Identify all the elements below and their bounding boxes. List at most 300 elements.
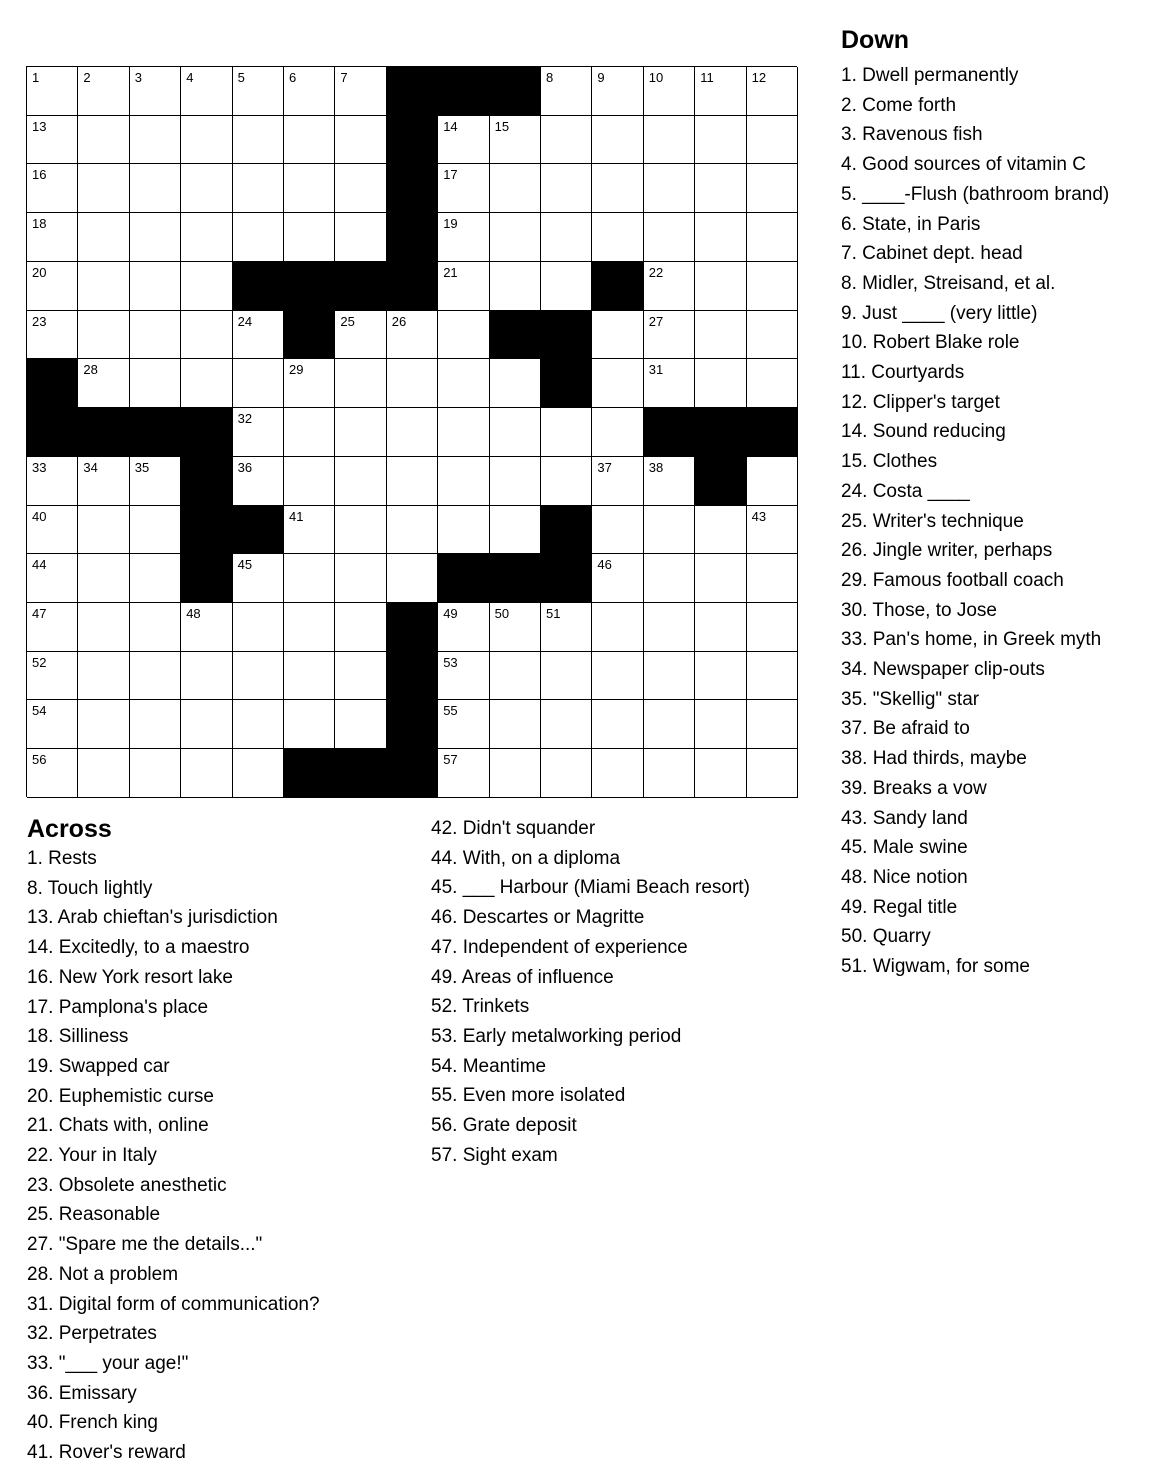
cell-number: 43 (751, 508, 767, 524)
grid-cell[interactable] (747, 652, 798, 701)
grid-cell[interactable] (78, 554, 129, 603)
grid-cell[interactable] (747, 67, 798, 116)
grid-cell[interactable] (335, 164, 386, 213)
grid-cell[interactable] (233, 311, 284, 360)
grid-cell[interactable] (490, 603, 541, 652)
across-clue: 18. Silliness (27, 1026, 129, 1048)
grid-cell[interactable] (130, 116, 181, 165)
cell-number: 23 (32, 313, 47, 329)
across-clue: 56. Grate deposit (431, 1115, 577, 1137)
grid-cell[interactable] (233, 213, 284, 262)
grid-cell[interactable] (181, 700, 232, 749)
grid-block (695, 457, 746, 506)
grid-cell[interactable] (747, 603, 798, 652)
grid-cell[interactable] (541, 749, 592, 798)
down-clue: 11. Courtyards (841, 362, 965, 384)
grid-cell[interactable] (27, 700, 78, 749)
grid-block (181, 554, 232, 603)
grid-cell[interactable] (438, 700, 489, 749)
grid-cell[interactable] (130, 311, 181, 360)
down-clue: 8. Midler, Streisand, et al. (841, 272, 1056, 294)
down-clue: 1. Dwell permanently (841, 65, 1019, 86)
across-clue: 41. Rover's reward (27, 1442, 186, 1464)
grid-cell[interactable] (78, 311, 129, 360)
grid-cell[interactable] (490, 164, 541, 213)
grid-block (438, 554, 489, 603)
grid-block (233, 506, 284, 555)
across-clue-list-left (27, 844, 320, 1468)
grid-cell[interactable] (335, 213, 386, 262)
grid-cell[interactable] (335, 408, 386, 457)
grid-cell[interactable] (130, 213, 181, 262)
down-clue: 7. Cabinet dept. head (841, 243, 1023, 265)
grid-cell[interactable] (592, 749, 643, 798)
grid-cell[interactable] (181, 652, 232, 701)
down-clue: 24. Costa ____ (841, 480, 970, 502)
cell-number: 16 (32, 167, 47, 183)
grid-cell[interactable] (78, 359, 129, 408)
grid-cell[interactable] (490, 652, 541, 701)
grid-cell[interactable] (78, 506, 129, 555)
grid-cell[interactable] (130, 262, 181, 311)
grid-cell[interactable] (541, 652, 592, 701)
grid-cell[interactable] (181, 67, 232, 116)
grid-cell[interactable] (27, 311, 78, 360)
grid-cell[interactable] (335, 116, 386, 165)
grid-cell[interactable] (233, 700, 284, 749)
across-clue: 21. Chats with, online (27, 1115, 209, 1137)
grid-cell[interactable] (695, 603, 746, 652)
cell-number: 1 (32, 70, 40, 85)
down-clue: 29. Famous football coach (841, 569, 1064, 591)
grid-cell[interactable] (387, 311, 438, 360)
grid-cell[interactable] (27, 603, 78, 652)
across-clue: 44. With, on a diploma (431, 847, 621, 869)
grid-cell[interactable] (438, 408, 489, 457)
grid-cell[interactable] (747, 116, 798, 165)
down-clue: 48. Nice notion (841, 866, 968, 888)
across-clue: 25. Reasonable (27, 1204, 161, 1226)
cell-number: 30 (546, 362, 561, 378)
grid-cell[interactable] (284, 213, 335, 262)
grid-cell[interactable] (284, 457, 335, 506)
grid-cell[interactable] (695, 164, 746, 213)
grid-cell[interactable] (78, 700, 129, 749)
across-clue: 19. Swapped car (27, 1055, 170, 1077)
grid-cell[interactable] (644, 652, 695, 701)
grid-cell[interactable] (78, 457, 129, 506)
grid-cell[interactable] (695, 554, 746, 603)
cell-number: 27 (648, 313, 664, 329)
grid-block (695, 408, 746, 457)
grid-cell[interactable] (130, 506, 181, 555)
grid-cell[interactable] (78, 749, 129, 798)
grid-cell[interactable] (438, 262, 489, 311)
across-clue: 54. Meantime (431, 1055, 547, 1077)
grid-cell[interactable] (233, 749, 284, 798)
down-clue: 12. Clipper's target (841, 391, 1000, 413)
cell-number: 21 (443, 264, 458, 280)
cell-number: 14 (443, 118, 458, 134)
across-clue: 36. Emissary (27, 1382, 137, 1404)
across-clue: 27. "Spare me the details..." (27, 1234, 263, 1256)
grid-cell[interactable] (78, 67, 129, 116)
grid-cell[interactable] (644, 749, 695, 798)
grid-cell[interactable] (284, 554, 335, 603)
grid-cell[interactable] (27, 652, 78, 701)
grid-block (592, 262, 643, 311)
grid-cell[interactable] (747, 359, 798, 408)
grid-cell[interactable] (592, 506, 643, 555)
across-clue: 53. Early metalworking period (431, 1025, 682, 1047)
grid-block (438, 67, 489, 116)
grid-cell[interactable] (130, 554, 181, 603)
grid-cell[interactable] (78, 262, 129, 311)
across-clue: 1. Rests (27, 848, 97, 869)
grid-cell[interactable] (747, 311, 798, 360)
grid-cell[interactable] (438, 213, 489, 262)
grid-cell[interactable] (644, 506, 695, 555)
grid-block (490, 67, 541, 116)
grid-cell[interactable] (747, 262, 798, 311)
down-clue: 38. Had thirds, maybe (841, 748, 1027, 770)
grid-cell[interactable] (335, 457, 386, 506)
grid-cell[interactable] (233, 457, 284, 506)
across-clue: 40. French king (27, 1412, 158, 1434)
grid-cell[interactable] (541, 262, 592, 311)
grid-cell[interactable] (181, 311, 232, 360)
grid-block (387, 116, 438, 165)
grid-block (490, 554, 541, 603)
cell-number: 11 (700, 70, 714, 85)
grid-cell[interactable] (130, 603, 181, 652)
grid-cell[interactable] (747, 749, 798, 798)
grid-cell[interactable] (541, 408, 592, 457)
grid-cell[interactable] (284, 67, 335, 116)
down-clue: 3. Ravenous fish (841, 124, 983, 146)
grid-cell[interactable] (644, 262, 695, 311)
cell-number: 53 (443, 654, 458, 670)
grid-cell[interactable] (233, 554, 284, 603)
grid-cell[interactable] (644, 164, 695, 213)
cell-number: 2 (83, 70, 91, 85)
cell-number: 38 (648, 459, 664, 475)
grid-cell[interactable] (438, 457, 489, 506)
grid-cell[interactable] (284, 700, 335, 749)
grid-cell[interactable] (747, 700, 798, 749)
grid-cell[interactable] (438, 603, 489, 652)
grid-cell[interactable] (747, 554, 798, 603)
grid-cell[interactable] (490, 700, 541, 749)
grid-cell[interactable] (541, 700, 592, 749)
grid-cell[interactable] (541, 457, 592, 506)
grid-cell[interactable] (592, 700, 643, 749)
across-clue-list-right (431, 814, 750, 1170)
grid-block (181, 457, 232, 506)
grid-cell[interactable] (490, 359, 541, 408)
grid-cell[interactable] (335, 652, 386, 701)
grid-cell[interactable] (695, 116, 746, 165)
grid-cell[interactable] (335, 700, 386, 749)
across-clue: 14. Excitedly, to a maestro (27, 937, 250, 959)
grid-cell[interactable] (284, 603, 335, 652)
grid-cell[interactable] (747, 457, 798, 506)
across-clue: 45. ___ Harbour (Miami Beach resort) (431, 877, 750, 899)
grid-cell[interactable] (747, 506, 798, 555)
grid-cell[interactable] (130, 164, 181, 213)
grid-cell[interactable] (438, 164, 489, 213)
grid-block (335, 262, 386, 311)
grid-cell[interactable] (438, 359, 489, 408)
cell-number: 51 (546, 606, 561, 622)
grid-cell[interactable] (695, 262, 746, 311)
grid-cell[interactable] (233, 603, 284, 652)
grid-cell[interactable] (541, 116, 592, 165)
grid-block (387, 213, 438, 262)
grid-cell[interactable] (284, 164, 335, 213)
cell-number: 48 (186, 606, 201, 622)
down-clue: 35. "Skellig" star (841, 688, 980, 710)
grid-cell[interactable] (27, 554, 78, 603)
cell-number: 42 (546, 508, 561, 524)
grid-cell[interactable] (233, 116, 284, 165)
grid-cell[interactable] (490, 749, 541, 798)
grid-cell[interactable] (592, 311, 643, 360)
grid-cell[interactable] (438, 749, 489, 798)
across-clue: 16. New York resort lake (27, 966, 233, 988)
grid-cell[interactable] (592, 164, 643, 213)
grid-cell[interactable] (644, 603, 695, 652)
grid-cell[interactable] (438, 652, 489, 701)
cell-number: 36 (237, 459, 253, 475)
grid-cell[interactable] (541, 67, 592, 116)
grid-cell[interactable] (233, 67, 284, 116)
grid-cell[interactable] (490, 213, 541, 262)
across-clue: 52. Trinkets (431, 996, 530, 1018)
grid-cell[interactable] (644, 213, 695, 262)
cell-number: 47 (32, 606, 47, 622)
grid-cell[interactable] (592, 652, 643, 701)
down-clue: 50. Quarry (841, 926, 931, 948)
across-clue: 57. Sight exam (431, 1144, 558, 1166)
cell-number: 10 (648, 70, 664, 85)
grid-cell[interactable] (130, 652, 181, 701)
grid-block (747, 408, 798, 457)
grid-cell[interactable] (181, 164, 232, 213)
grid-cell[interactable] (181, 262, 232, 311)
grid-block (284, 262, 335, 311)
grid-cell[interactable] (541, 164, 592, 213)
cell-number: 15 (494, 118, 510, 134)
grid-block (490, 311, 541, 360)
grid-cell[interactable] (233, 652, 284, 701)
grid-cell[interactable] (644, 311, 695, 360)
grid-cell[interactable] (490, 408, 541, 457)
grid-cell[interactable] (27, 67, 78, 116)
grid-cell[interactable] (490, 262, 541, 311)
grid-cell[interactable] (541, 213, 592, 262)
down-clue: 51. Wigwam, for some (841, 956, 1030, 978)
grid-cell[interactable] (387, 408, 438, 457)
grid-cell[interactable] (284, 359, 335, 408)
grid-cell[interactable] (78, 603, 129, 652)
grid-cell[interactable] (695, 700, 746, 749)
down-clue: 34. Newspaper clip-outs (841, 659, 1045, 681)
grid-block (284, 311, 335, 360)
grid-cell[interactable] (181, 213, 232, 262)
grid-cell[interactable] (490, 116, 541, 165)
across-clue: 49. Areas of influence (431, 966, 614, 988)
grid-cell[interactable] (387, 554, 438, 603)
cell-number: 6 (289, 70, 297, 85)
grid-cell[interactable] (78, 116, 129, 165)
down-clue: 39. Breaks a vow (841, 777, 987, 799)
grid-cell[interactable] (284, 116, 335, 165)
cell-number: 13 (32, 118, 47, 134)
grid-cell[interactable] (644, 700, 695, 749)
grid-cell[interactable] (644, 116, 695, 165)
down-clue: 5. ____-Flush (bathroom brand) (841, 183, 1110, 205)
grid-cell[interactable] (644, 554, 695, 603)
grid-cell[interactable] (335, 506, 386, 555)
grid-cell[interactable] (284, 506, 335, 555)
down-clue: 37. Be afraid to (841, 718, 970, 740)
grid-cell[interactable] (130, 67, 181, 116)
grid-cell[interactable] (644, 457, 695, 506)
cell-number: 35 (134, 459, 150, 475)
grid-cell[interactable] (78, 164, 129, 213)
cell-number: 8 (546, 70, 554, 85)
grid-cell[interactable] (695, 359, 746, 408)
down-clue: 4. Good sources of vitamin C (841, 154, 1086, 176)
grid-cell[interactable] (438, 116, 489, 165)
grid-cell[interactable] (27, 116, 78, 165)
grid-block (78, 408, 129, 457)
grid-cell[interactable] (27, 457, 78, 506)
grid-cell[interactable] (387, 359, 438, 408)
grid-block (387, 603, 438, 652)
grid-cell[interactable] (335, 67, 386, 116)
grid-block (181, 408, 232, 457)
down-clue: 9. Just ____ (very little) (841, 302, 1038, 324)
grid-cell[interactable] (695, 652, 746, 701)
grid-cell[interactable] (181, 603, 232, 652)
cell-number: 37 (597, 459, 612, 475)
grid-cell[interactable] (335, 603, 386, 652)
grid-cell[interactable] (644, 359, 695, 408)
grid-cell[interactable] (387, 457, 438, 506)
grid-block (387, 67, 438, 116)
grid-cell[interactable] (695, 506, 746, 555)
down-clue-list (841, 61, 1109, 982)
cell-number: 39 (700, 459, 715, 475)
grid-block (541, 311, 592, 360)
grid-block (541, 506, 592, 555)
grid-cell[interactable] (233, 359, 284, 408)
grid-cell[interactable] (27, 164, 78, 213)
down-clue: 10. Robert Blake role (841, 332, 1020, 354)
grid-cell[interactable] (592, 554, 643, 603)
cell-number: 26 (391, 313, 407, 329)
across-clue: 46. Descartes or Magritte (431, 907, 645, 929)
grid-block (387, 700, 438, 749)
grid-cell[interactable] (592, 457, 643, 506)
grid-cell[interactable] (78, 213, 129, 262)
cell-number: 57 (443, 752, 458, 768)
cell-number: 31 (648, 362, 664, 378)
grid-cell[interactable] (335, 311, 386, 360)
grid-cell[interactable] (387, 506, 438, 555)
grid-cell[interactable] (592, 603, 643, 652)
grid-cell[interactable] (233, 408, 284, 457)
grid-cell[interactable] (695, 749, 746, 798)
grid-cell[interactable] (592, 408, 643, 457)
grid-cell[interactable] (27, 213, 78, 262)
grid-cell[interactable] (747, 164, 798, 213)
cell-number: 20 (32, 264, 47, 280)
down-heading: Down (841, 26, 910, 54)
grid-cell[interactable] (27, 749, 78, 798)
grid-cell[interactable] (438, 506, 489, 555)
grid-cell[interactable] (181, 749, 232, 798)
grid-cell[interactable] (181, 359, 232, 408)
down-clue: 14. Sound reducing (841, 421, 1006, 443)
grid-cell[interactable] (490, 457, 541, 506)
grid-cell[interactable] (592, 116, 643, 165)
grid-cell[interactable] (284, 408, 335, 457)
grid-cell[interactable] (78, 652, 129, 701)
grid-cell[interactable] (592, 213, 643, 262)
across-clue: 8. Touch lightly (27, 877, 153, 899)
across-clue: 28. Not a problem (27, 1263, 179, 1285)
grid-cell[interactable] (695, 213, 746, 262)
grid-block (387, 652, 438, 701)
cell-number: 3 (134, 70, 143, 85)
grid-block (27, 359, 78, 408)
grid-block (284, 749, 335, 798)
grid-cell[interactable] (541, 603, 592, 652)
cell-number: 24 (237, 313, 253, 329)
cell-number: 49 (443, 606, 458, 622)
across-clue: 42. Didn't squander (431, 818, 596, 839)
grid-cell[interactable] (438, 311, 489, 360)
grid-cell[interactable] (284, 652, 335, 701)
grid-cell[interactable] (181, 116, 232, 165)
cell-number: 5 (237, 70, 245, 85)
grid-cell[interactable] (695, 67, 746, 116)
grid-cell[interactable] (490, 506, 541, 555)
across-clue: 17. Pamplona's place (27, 996, 209, 1018)
grid-cell[interactable] (592, 67, 643, 116)
grid-cell[interactable] (695, 311, 746, 360)
grid-block (27, 408, 78, 457)
grid-cell[interactable] (27, 262, 78, 311)
grid-cell[interactable] (335, 359, 386, 408)
grid-cell[interactable] (233, 164, 284, 213)
grid-cell[interactable] (130, 359, 181, 408)
grid-cell[interactable] (592, 359, 643, 408)
grid-block (387, 164, 438, 213)
grid-cell[interactable] (130, 457, 181, 506)
grid-cell[interactable] (130, 700, 181, 749)
across-heading: Across (27, 815, 112, 843)
grid-cell[interactable] (335, 554, 386, 603)
grid-cell[interactable] (747, 213, 798, 262)
down-clue: 6. State, in Paris (841, 213, 981, 235)
grid-cell[interactable] (27, 506, 78, 555)
grid-cell[interactable] (130, 749, 181, 798)
grid-cell[interactable] (644, 67, 695, 116)
